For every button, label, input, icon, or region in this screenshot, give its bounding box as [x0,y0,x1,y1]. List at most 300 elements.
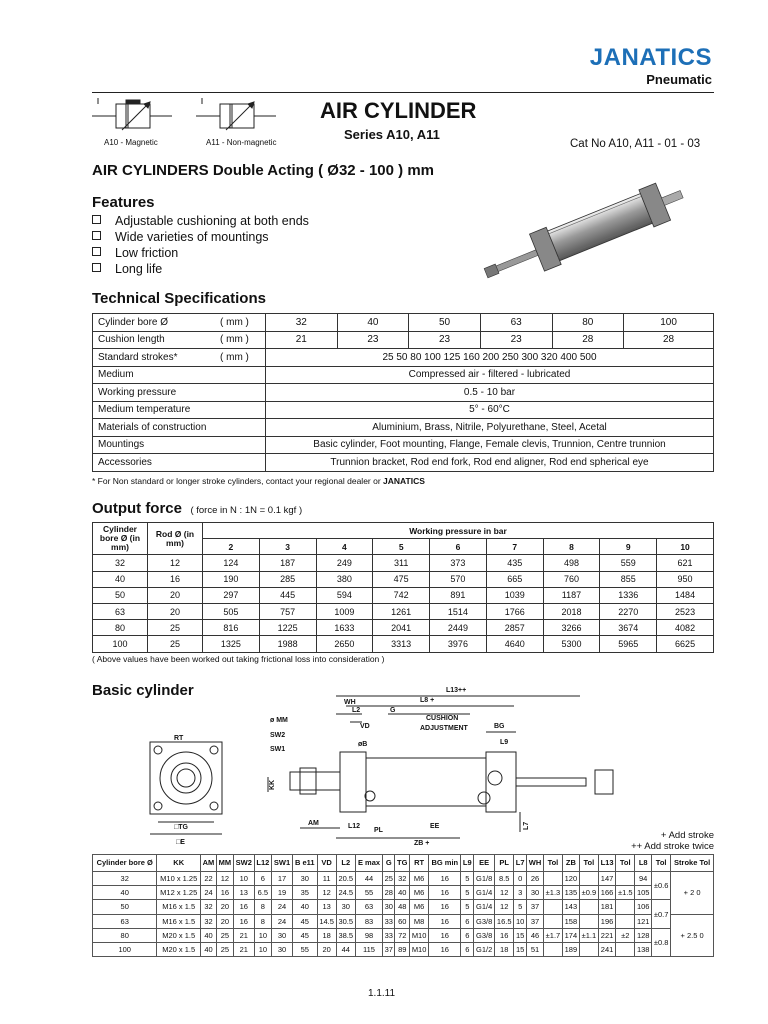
table-cell: 559 [600,555,657,571]
checkbox-icon [92,231,101,240]
col-header: B e11 [292,855,317,872]
table-cell [579,942,598,956]
table-cell: 6 [461,942,474,956]
table-cell: 221 [598,928,615,942]
drawing-label-l12: L12 [348,823,361,830]
table-cell: 45 [292,928,317,942]
table-cell: 2018 [543,603,600,619]
table-cell: 8 [254,900,271,914]
series-label: Series A10, A11 [344,127,440,142]
table-cell: 16.5 [495,914,514,928]
table-cell: 18 [317,928,336,942]
table-cell: 15 [514,942,527,956]
page-number: 1.1.11 [368,988,396,999]
spec-label: Materials of construction [93,419,266,437]
table-cell: 94 [635,872,652,886]
table-row [93,555,714,571]
spec-label: Cylinder bore Ø [93,314,216,332]
table-cell [616,900,635,914]
table-cell: 166 [598,886,615,900]
section-heading: AIR CYLINDERS Double Acting ( Ø32 - 100 ) mm [92,162,434,179]
table-cell: 30 [272,942,293,956]
table-cell: 950 [657,571,714,587]
tolerance-cell: ±0.7 [652,900,671,928]
col-header: Stroke Tol [671,855,714,872]
table-cell: 5 [461,872,474,886]
col-header: SW2 [233,855,254,872]
symbol-label-a10: A10 - Magnetic [104,138,158,147]
table-cell: 1514 [430,603,487,619]
table-cell: G1/4 [474,886,495,900]
table-cell [543,872,562,886]
add-stroke-twice-note: ++ Add stroke twice [631,841,714,852]
table-cell: 22 [201,872,217,886]
table-cell: 24 [201,886,217,900]
dimension-table [92,854,714,957]
table-cell: 241 [598,942,615,956]
table-cell: 20 [317,942,336,956]
col-header: MM [216,855,233,872]
table-cell: 60 [395,914,410,928]
pressure-header: 9 [600,539,657,555]
table-row [93,900,714,914]
drawing-label-l13: L13++ [446,687,467,694]
table-cell: 25 [148,636,203,652]
table-cell: 135 [562,886,579,900]
drawing-label-l2: L2 [352,707,361,714]
spec-label: Working pressure [93,384,266,402]
table-cell: 100 [93,942,157,956]
table-row [93,872,714,886]
table-cell: 80 [93,620,148,636]
table-cell: 143 [562,900,579,914]
table-cell: 33 [383,928,395,942]
drawing-label-e: □E [176,839,185,846]
pneumatic-symbol-a11 [196,96,276,136]
table-row [93,419,714,437]
dimension-table-body [93,872,714,957]
table-row [93,928,714,942]
table-cell: 32 [395,872,410,886]
table-cell: ±1.1 [579,928,598,942]
table-cell: Basic cylinder, Foot mounting, Flange, Female clevis, Trunnion, Centre trunnion [266,436,714,454]
features-title: Features [92,194,155,211]
drawing-label-kk: KK [269,779,276,790]
drawing-label-l9: L9 [500,739,509,746]
output-force-note: ( Above values have been worked out taking frictional loss into consideration ) [92,654,385,664]
table-cell: 12 [495,886,514,900]
col-header: Cylinder bore Ø [93,855,157,872]
table-cell: 1325 [203,636,260,652]
drawing-label-sw2: SW2 [270,732,286,739]
table-cell: 50 [409,314,481,332]
table-cell: 2270 [600,603,657,619]
brand-logo: JANATICS [589,44,712,71]
table-cell: 0 [514,872,527,886]
table-cell: M10 [410,942,429,956]
feature-item: Long life [92,261,309,277]
col-header: WH [527,855,544,872]
table-cell: 16 [216,886,233,900]
table-cell: 475 [373,571,430,587]
table-cell: 32 [201,900,217,914]
table-row [93,636,714,652]
pressure-header: 2 [203,539,260,555]
table-cell: 12 [317,886,336,900]
drawing-label-tg: □TG [174,824,188,831]
checkbox-icon [92,263,101,272]
table-cell: 32 [93,555,148,571]
table-cell: 2650 [316,636,373,652]
table-cell: 855 [600,571,657,587]
table-cell: 1336 [600,587,657,603]
spec-unit: ( mm ) [215,331,266,349]
table-cell: 25 [148,620,203,636]
table-row [93,436,714,454]
table-cell: 106 [635,900,652,914]
brand-block [590,46,712,87]
table-cell: ±1.7 [543,928,562,942]
table-cell: 48 [395,900,410,914]
table-cell: 40 [337,314,409,332]
table-cell: 16 [429,914,461,928]
col-header: Tol [579,855,598,872]
table-row [93,620,714,636]
table-cell: M10 [410,928,429,942]
table-cell: 757 [259,603,316,619]
spec-label: Mountings [93,436,266,454]
table-cell: 174 [562,928,579,942]
table-cell: 26 [527,872,544,886]
pressure-header: 3 [259,539,316,555]
table-cell: 13 [317,900,336,914]
table-row [93,349,714,367]
table-cell [543,900,562,914]
table-cell: 63 [480,314,552,332]
col-header: AM [201,855,217,872]
table-cell: 80 [552,314,624,332]
table-cell: 40 [201,928,217,942]
tech-spec-title: Technical Specifications [92,290,266,307]
table-cell: 100 [624,314,714,332]
spec-label: Cushion length [93,331,216,349]
table-cell: 6 [461,928,474,942]
col-header: L8 [635,855,652,872]
table-cell: Aluminium, Brass, Nitrile, Polyurethane, Steel, Acetal [266,419,714,437]
table-cell: 80 [93,928,157,942]
table-cell: 37 [383,942,395,956]
stroke-legend [631,830,714,852]
spec-label: Medium [93,366,266,384]
table-cell: 37 [527,900,544,914]
basic-cylinder-title: Basic cylinder [92,682,194,699]
table-cell: 10 [233,872,254,886]
table-cell: 498 [543,555,600,571]
table-cell: 1633 [316,620,373,636]
table-cell: 5300 [543,636,600,652]
table-cell: 17 [272,872,293,886]
table-cell: Trunnion bracket, Rod end fork, Rod end aligner, Rod end spherical eye [266,454,714,472]
table-cell: 1225 [259,620,316,636]
table-cell: G3/8 [474,914,495,928]
table-cell: 138 [635,942,652,956]
table-cell: 21 [233,928,254,942]
table-cell: M6 [410,900,429,914]
table-cell: 50 [93,900,157,914]
table-cell: M8 [410,914,429,928]
table-cell: 0.5 - 10 bar [266,384,714,402]
output-force-title: Output force [92,500,182,517]
table-cell: 45 [292,914,317,928]
table-cell: 72 [395,928,410,942]
table-cell: 23 [480,331,552,349]
table-cell: 15 [514,928,527,942]
table-cell: 445 [259,587,316,603]
table-cell: 189 [562,942,579,956]
table-cell: 2041 [373,620,430,636]
table-row [93,942,714,956]
table-cell: 50 [93,587,148,603]
col-header: TG [395,855,410,872]
table-cell: 158 [562,914,579,928]
table-cell: 28 [383,886,395,900]
features-list [92,213,309,277]
col-header-bore: Cylinder bore Ø (in mm) [93,523,148,555]
table-cell: 20.5 [336,872,355,886]
catalog-number: Cat No A10, A11 - 01 - 03 [570,138,701,150]
col-header: L7 [514,855,527,872]
table-cell: 147 [598,872,615,886]
table-cell: 6.5 [254,886,271,900]
table-cell: 1766 [486,603,543,619]
output-force-table [92,522,714,653]
table-cell: Compressed air - filtered - lubricated [266,366,714,384]
table-cell: 16 [429,900,461,914]
output-force-subtitle: ( force in N : 1N = 0.1 kgf ) [190,505,303,516]
table-row [93,454,714,472]
table-row [93,603,714,619]
output-force-body [93,555,714,652]
drawing-label-zb: ZB + [414,840,430,847]
table-cell: 249 [316,555,373,571]
table-cell: 3313 [373,636,430,652]
table-cell: 115 [355,942,382,956]
tolerance-cell: ±0.6 [652,872,671,900]
spec-unit: ( mm ) [215,314,266,332]
table-cell: 4082 [657,620,714,636]
table-cell: 30 [292,872,317,886]
table-cell: 1261 [373,603,430,619]
table-cell: 28 [624,331,714,349]
table-cell: 16 [429,942,461,956]
table-cell: 40 [395,886,410,900]
header-rule [92,92,714,93]
table-cell: 37 [527,914,544,928]
table-cell: 44 [336,942,355,956]
col-header: E max [355,855,382,872]
table-cell: 16 [148,571,203,587]
table-cell: 46 [527,928,544,942]
drawing-label-l7: L7 [523,821,530,830]
drawing-label-ee: EE [430,823,440,830]
table-cell: 16 [495,928,514,942]
table-cell: 190 [203,571,260,587]
col-header: VD [317,855,336,872]
col-header: BG min [429,855,461,872]
table-cell: 10 [254,942,271,956]
pressure-header: 8 [543,539,600,555]
col-header: PL [495,855,514,872]
drawing-label-rt: RT [174,735,184,742]
table-cell: 1187 [543,587,600,603]
table-cell: M20 x 1.5 [157,942,201,956]
cylinder-product-image [478,182,698,282]
col-header: Tol [616,855,635,872]
table-cell: 665 [486,571,543,587]
table-cell: 35 [292,886,317,900]
table-cell [579,872,598,886]
pressure-header: 7 [486,539,543,555]
table-cell: 30 [272,928,293,942]
table-cell: 83 [355,914,382,928]
col-header-pressure: Working pressure in bar [203,523,714,539]
drawing-label-bg: BG [494,723,505,730]
table-cell: M6 [410,872,429,886]
table-row [93,886,714,900]
table-row [93,401,714,419]
drawing-label-pl: PL [374,827,383,834]
table-cell: 51 [527,942,544,956]
table-cell: 25 [383,872,395,886]
table-cell: 30 [336,900,355,914]
table-cell: 63 [93,603,148,619]
table-cell: 380 [316,571,373,587]
table-cell: 63 [355,900,382,914]
table-cell: M10 x 1.25 [157,872,201,886]
table-cell: 40 [292,900,317,914]
tech-spec-table [92,313,714,472]
table-cell: 124 [203,555,260,571]
table-cell: ±1.5 [616,886,635,900]
col-header: L9 [461,855,474,872]
col-header: L2 [336,855,355,872]
table-cell: 2523 [657,603,714,619]
table-cell: 5 [461,900,474,914]
table-cell: 105 [635,886,652,900]
table-cell: 297 [203,587,260,603]
table-cell: 32 [266,314,338,332]
table-cell: 13 [233,886,254,900]
pressure-header: 6 [430,539,487,555]
table-cell: 2857 [486,620,543,636]
table-cell: 1988 [259,636,316,652]
table-cell: 121 [635,914,652,928]
table-cell: 2449 [430,620,487,636]
table-cell: 12 [495,900,514,914]
table-cell: 21 [266,331,338,349]
table-cell: 18 [495,942,514,956]
table-cell: 14.5 [317,914,336,928]
table-cell: 621 [657,555,714,571]
spec-label: Medium temperature [93,401,266,419]
table-cell: 16 [429,872,461,886]
table-cell: 196 [598,914,615,928]
table-cell: 40 [93,571,148,587]
table-cell: 98 [355,928,382,942]
table-row [93,914,714,928]
feature-item: Wide varieties of mountings [92,229,309,245]
drawing-label-sw1: SW1 [270,746,286,753]
stroke-tolerance-cell: + 2.5 0 [671,914,714,957]
table-cell: 760 [543,571,600,587]
feature-item: Low friction [92,245,309,261]
col-header: SW1 [272,855,293,872]
table-cell: 40 [201,942,217,956]
table-cell: 181 [598,900,615,914]
table-cell: 10 [514,914,527,928]
col-header: L12 [254,855,271,872]
table-cell: 25 [216,942,233,956]
table-cell [616,872,635,886]
col-header: Tol [543,855,562,872]
drawing-label-wh: WH [344,699,356,706]
page-title: AIR CYLINDER [320,98,477,123]
table-cell [579,914,598,928]
table-cell: 11 [317,872,336,886]
table-cell: 16 [233,914,254,928]
col-header: L13 [598,855,615,872]
table-header-row [93,855,714,872]
table-cell [543,914,562,928]
table-cell: 23 [337,331,409,349]
table-cell: 33 [383,914,395,928]
table-cell: 20 [216,900,233,914]
table-cell: ±1.3 [543,886,562,900]
table-cell: 3674 [600,620,657,636]
table-cell: 1009 [316,603,373,619]
table-cell: 6 [461,914,474,928]
table-cell: 505 [203,603,260,619]
table-cell: 816 [203,620,260,636]
table-cell: 5 [461,886,474,900]
stroke-tolerance-cell: + 2 0 [671,872,714,915]
col-header: RT [410,855,429,872]
table-cell: M16 x 1.5 [157,914,201,928]
checkbox-icon [92,247,101,256]
checkbox-icon [92,215,101,224]
table-cell: 55 [292,942,317,956]
table-cell: 3266 [543,620,600,636]
table-cell: 20 [148,603,203,619]
table-cell: 25 50 80 100 125 160 200 250 300 320 400 500 [266,349,714,367]
table-cell: 6 [254,872,271,886]
table-cell: 23 [409,331,481,349]
table-row [93,571,714,587]
tolerance-cell: ±0.8 [652,928,671,956]
table-cell: G1/8 [474,872,495,886]
drawing-label-cushion: CUSHION [426,715,459,722]
table-row [93,366,714,384]
table-cell: 30 [527,886,544,900]
table-cell: 25 [216,928,233,942]
table-cell: 63 [93,914,157,928]
table-row [93,587,714,603]
table-cell: 28 [552,331,624,349]
table-cell [579,900,598,914]
pressure-header: 10 [657,539,714,555]
table-cell: 16 [429,886,461,900]
table-cell: 24 [272,900,293,914]
